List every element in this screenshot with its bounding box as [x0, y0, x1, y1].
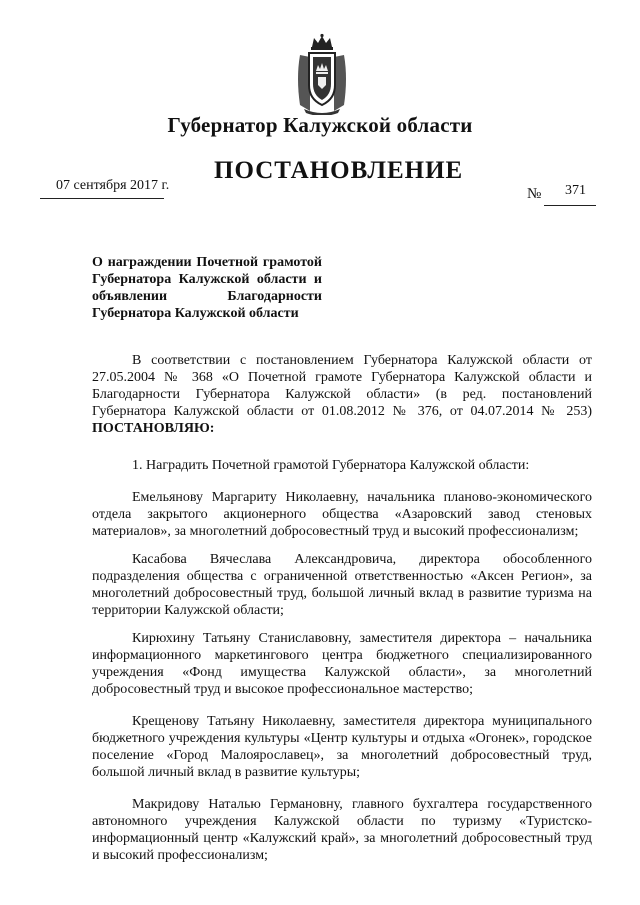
- document-type-title: ПОСТАНОВЛЕНИЕ: [214, 157, 464, 184]
- number-underline: [544, 205, 596, 206]
- awardee-paragraph: Макридову Наталью Германовну, главного бухгалтера государственного автономного учреждения Калужской области по туризму «Туристско-информационный центр «Калужский край», за многолетний добросовестный труд и высокий профессионализм;: [92, 797, 592, 863]
- date-underline: [40, 198, 164, 199]
- document-subject: О награждении Почетной грамотой Губернатора Калужской области и объявлении Благодарности Губернатора Калужской области: [92, 255, 322, 321]
- document-number: 371: [565, 183, 586, 198]
- coat-of-arms-emblem: [294, 33, 350, 115]
- item-1-heading: 1. Наградить Почетной грамотой Губернатора Калужской области:: [132, 458, 530, 473]
- awardee-paragraph: Кирюхину Татьяну Станиславовну, заместителя директора – начальника информационного маркетингового центра бюджетного специализированного учреждения «Фонд имущества Калужской области», за многолетний добросовестный труд и высокое профессиональное мастерство;: [92, 631, 592, 697]
- number-sign: №: [527, 186, 542, 202]
- awardee-paragraph: Крещенову Татьяну Николаевну, заместителя директора муниципального бюджетного учреждения культуры «Центр культуры и отдыха «Огонек», городское поселение «Город Малоярославец», за многолетний добросовестный труд, большой личный вклад в развитие культуры;: [92, 714, 592, 780]
- issuing-authority: Губернатор Калужской области: [167, 113, 473, 137]
- awardee-paragraph: Касабова Вячеслава Александровича, директора обособленного подразделения общества с ограниченной ответственностью «Аксен Регион», за многолетний добросовестный труд, большой личный вклад в развитие туризма на территории Калужской области;: [92, 552, 592, 618]
- preamble-paragraph: [92, 352, 592, 437]
- decree-word: ПОСТАНОВЛЯЮ:: [92, 421, 215, 436]
- awardee-paragraph: Емельянову Маргариту Николаевну, начальника планово-экономического отдела закрытого акционерного общества «Азаровский завод стеновых материалов», за многолетний добросовестный труд и высокий профессионализм;: [92, 490, 592, 539]
- preamble-text: В соответствии с постановлением Губернатора Калужской области от 27.05.2004 № 368 «О Почетной грамоте Губернатора Калужской области и Благодарности Губернатора Калужской области» (в ред. постановлений Губернатора Калужской области от 01.08.2012 № 376, от 04.07.2014 № 253): [92, 353, 592, 419]
- document-date: 07 сентября 2017 г.: [56, 178, 170, 193]
